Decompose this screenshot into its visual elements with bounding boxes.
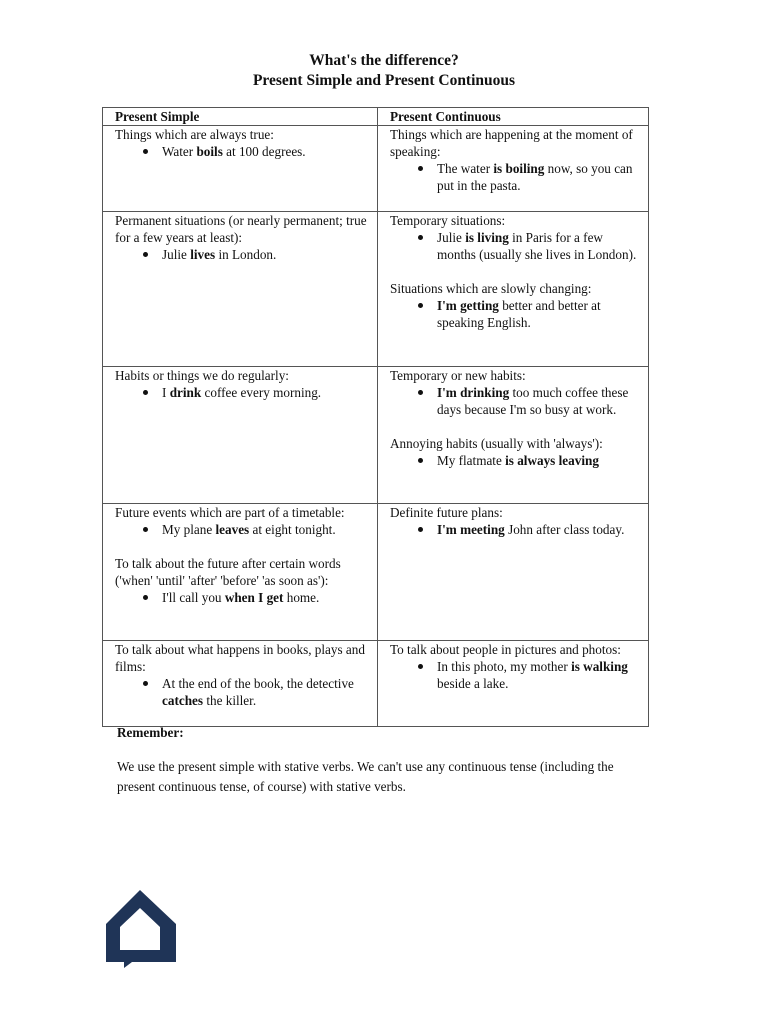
table-header-row	[103, 108, 649, 126]
table-row	[103, 367, 649, 504]
example-list	[115, 521, 371, 538]
house-outline	[106, 890, 176, 968]
remember-note: We use the present simple with stative verbs. We can't use any continuous tense (including the present continuous tense, of course) with stative verbs.	[117, 759, 614, 794]
rule-description: Things which are happening at the moment of speaking:	[390, 127, 633, 159]
sentence-fragment: home.	[283, 590, 320, 605]
sentence-fragment: beside a lake.	[437, 676, 509, 691]
example-sentence	[115, 246, 371, 263]
sentence-fragment: John after class today.	[504, 522, 625, 537]
sentence-fragment: at eight tonight.	[249, 522, 336, 537]
example-list	[115, 143, 371, 160]
example-sentence	[115, 589, 371, 606]
present-simple-cell	[103, 641, 378, 727]
highlighted-verb: is walking	[571, 659, 628, 674]
present-continuous-cell	[378, 641, 649, 727]
highlighted-verb: drink	[169, 385, 202, 400]
example-list	[390, 229, 642, 263]
sentence-fragment: Julie	[437, 230, 466, 245]
rule-description: Temporary situations:	[390, 213, 506, 228]
rule-description: To talk about what happens in books, plays and films:	[115, 642, 365, 674]
sentence-fragment: My flatmate	[437, 453, 506, 468]
example-sentence	[390, 297, 642, 331]
example-list	[390, 521, 642, 538]
spacer	[390, 263, 642, 280]
present-continuous-cell	[378, 212, 649, 367]
example-sentence	[115, 143, 371, 160]
sentence-fragment: Julie	[162, 247, 191, 262]
sentence-fragment: Water	[162, 144, 197, 159]
rule-description: To talk about people in pictures and photos:	[390, 642, 621, 657]
highlighted-verb: I'm meeting	[437, 522, 505, 537]
present-continuous-cell	[378, 126, 649, 212]
house-chat-icon	[102, 888, 178, 968]
rule-description: To talk about the future after certain words ('when' 'until' 'after' 'before' 'as soon as'):	[115, 556, 341, 588]
rule-description: Definite future plans:	[390, 505, 503, 520]
sentence-fragment: At the end of the book, the detective	[162, 676, 354, 691]
table-row	[103, 126, 649, 212]
sentence-fragment: I'll call you	[162, 590, 225, 605]
example-sentence	[115, 384, 371, 401]
sentence-fragment: in Paris for a few months (usually she lives in London).	[437, 230, 637, 262]
rule-description: Things which are always true:	[115, 127, 274, 142]
example-sentence	[390, 384, 642, 418]
remember-heading: Remember:	[117, 725, 184, 740]
highlighted-verb: lives	[190, 247, 216, 262]
present-continuous-cell	[378, 504, 649, 641]
sentence-fragment: My plane	[162, 522, 216, 537]
highlighted-verb: is boiling	[493, 161, 545, 176]
sentence-fragment: coffee every morning.	[201, 385, 322, 400]
sentence-fragment: at 100 degrees.	[222, 144, 306, 159]
sentence-fragment: now, so you can put in the pasta.	[437, 161, 633, 193]
present-continuous-cell	[378, 367, 649, 504]
highlighted-verb: boils	[196, 144, 223, 159]
example-list	[115, 384, 371, 401]
present-simple-cell	[103, 126, 378, 212]
rule-description: Habits or things we do regularly:	[115, 368, 289, 383]
example-sentence	[390, 521, 642, 538]
header-present-continuous: Present Continuous	[378, 108, 649, 126]
present-simple-cell	[103, 212, 378, 367]
example-list	[115, 675, 371, 709]
example-list	[390, 452, 642, 469]
table-row	[103, 504, 649, 641]
spacer	[390, 418, 642, 435]
highlighted-verb: I'm getting	[437, 298, 499, 313]
example-list	[115, 246, 371, 263]
highlighted-verb: catches	[162, 693, 204, 708]
table-row	[103, 212, 649, 367]
example-sentence	[115, 521, 371, 538]
highlighted-verb: when I get	[224, 590, 284, 605]
sentence-fragment: in London.	[215, 247, 277, 262]
page-title: What's the difference?	[309, 52, 459, 69]
rule-description: Future events which are part of a timetable:	[115, 505, 345, 520]
highlighted-verb: leaves	[215, 522, 250, 537]
example-sentence	[390, 452, 642, 469]
example-list	[390, 658, 642, 692]
sentence-fragment: The water	[437, 161, 494, 176]
highlighted-verb: I'm drinking	[437, 385, 510, 400]
rule-description: Permanent situations (or nearly permanent; true for a few years at least):	[115, 213, 367, 245]
sentence-fragment: I	[162, 385, 170, 400]
comparison-table	[102, 107, 649, 727]
spacer	[115, 538, 371, 555]
highlighted-verb: is always leaving	[505, 453, 599, 468]
rule-description: Situations which are slowly changing:	[390, 281, 592, 296]
rule-description: Annoying habits (usually with 'always'):	[390, 436, 603, 451]
present-simple-cell	[103, 504, 378, 641]
rule-description: Temporary or new habits:	[390, 368, 526, 383]
sentence-fragment: better and better at speaking English.	[437, 298, 601, 330]
example-list	[390, 297, 642, 331]
table-row	[103, 641, 649, 727]
example-sentence	[115, 675, 371, 709]
header-present-simple: Present Simple	[103, 108, 378, 126]
sentence-fragment: too much coffee these days because I'm so busy at work.	[437, 385, 629, 417]
present-simple-cell	[103, 367, 378, 504]
example-sentence	[390, 160, 642, 194]
highlighted-verb: is living	[465, 230, 509, 245]
example-list	[390, 160, 642, 194]
sentence-fragment: the killer.	[203, 693, 257, 708]
example-sentence	[390, 658, 642, 692]
sentence-fragment: In this photo, my mother	[437, 659, 572, 674]
page-subtitle: Present Simple and Present Continuous	[252, 72, 516, 89]
example-sentence	[390, 229, 642, 263]
example-list	[115, 589, 371, 606]
example-list	[390, 384, 642, 418]
